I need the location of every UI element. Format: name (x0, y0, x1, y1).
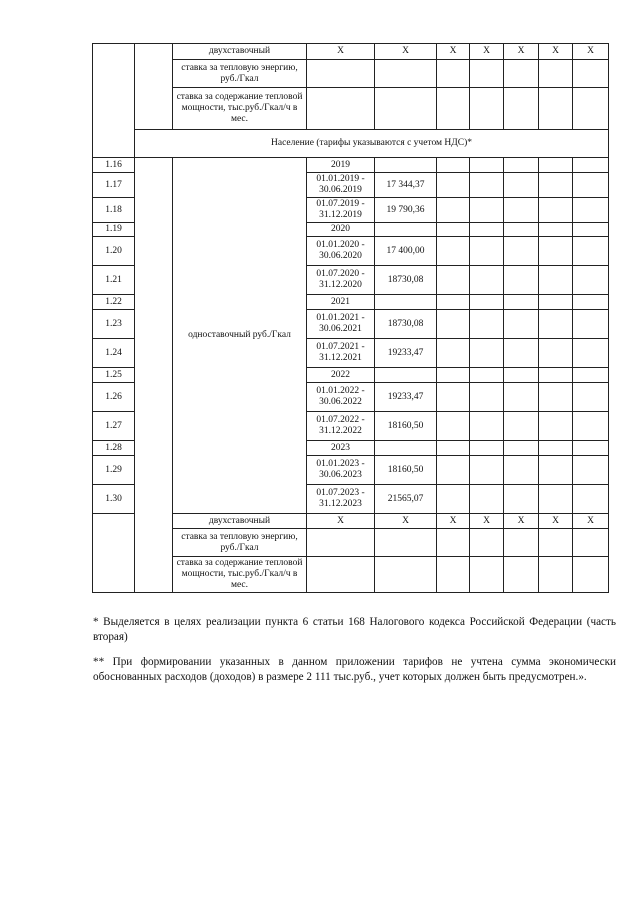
empty-cell (437, 198, 470, 223)
empty-cell (437, 485, 470, 514)
x-mark: Х (437, 514, 470, 529)
empty-cell (504, 266, 539, 295)
x-mark: Х (539, 514, 573, 529)
tariff-value (375, 158, 437, 173)
empty-cell (470, 557, 504, 593)
empty-cell (504, 173, 539, 198)
row-number: 1.17 (93, 173, 135, 198)
empty-cell (307, 557, 375, 593)
empty-cell (470, 529, 504, 557)
period-label: 01.07.2019 - 31.12.2019 (307, 198, 375, 223)
x-mark: Х (375, 514, 437, 529)
capacity-rate-label: ставка за содержание тепловой мощности, тыс.руб./Гкал/ч в мес. (173, 557, 307, 593)
empty-cell (437, 368, 470, 383)
empty-cell (470, 266, 504, 295)
empty-cell (470, 295, 504, 310)
empty-cell (437, 60, 470, 88)
row-number: 1.30 (93, 485, 135, 514)
empty-cell (539, 158, 573, 173)
section-row (93, 130, 609, 158)
empty-cell (470, 60, 504, 88)
empty-cell (470, 198, 504, 223)
empty-cell (307, 529, 375, 557)
empty-cell (539, 88, 573, 130)
tariff-table (92, 43, 609, 593)
tariff-row (93, 158, 609, 173)
empty-cell (504, 60, 539, 88)
empty-cell (504, 295, 539, 310)
period-label: 01.01.2022 - 30.06.2022 (307, 383, 375, 412)
tariff-value: 19233,47 (375, 339, 437, 368)
group-label-cell (135, 44, 173, 130)
empty-cell (307, 60, 375, 88)
empty-cell (470, 383, 504, 412)
row-number: 1.16 (93, 158, 135, 173)
period-label: 01.07.2020 - 31.12.2020 (307, 266, 375, 295)
empty-cell (470, 88, 504, 130)
empty-cell (573, 158, 609, 173)
x-mark: Х (573, 514, 609, 529)
one-rate-label: одноставочный руб./Гкал (173, 158, 307, 514)
empty-cell (539, 237, 573, 266)
empty-cell (437, 456, 470, 485)
x-mark: Х (437, 44, 470, 60)
row-number: 1.26 (93, 383, 135, 412)
empty-cell (504, 310, 539, 339)
empty-cell (504, 383, 539, 412)
x-mark: Х (470, 44, 504, 60)
empty-cell (573, 173, 609, 198)
empty-cell (573, 485, 609, 514)
empty-cell (437, 339, 470, 368)
empty-cell (504, 339, 539, 368)
empty-cell (504, 88, 539, 130)
population-cell (135, 158, 173, 593)
empty-cell (573, 383, 609, 412)
empty-cell (539, 456, 573, 485)
energy-rate-label: ставка за тепловую энергию, руб./Гкал (173, 529, 307, 557)
period-label: 01.07.2021 - 31.12.2021 (307, 339, 375, 368)
empty-cell (504, 368, 539, 383)
empty-cell (470, 339, 504, 368)
period-label: 01.01.2020 - 30.06.2020 (307, 237, 375, 266)
empty-cell (307, 88, 375, 130)
empty-cell (504, 456, 539, 485)
row-number: 1.20 (93, 237, 135, 266)
x-mark: Х (307, 514, 375, 529)
row-number: 1.28 (93, 441, 135, 456)
footnote-vat: * Выделяется в целях реализации пункта 6 статьи 168 Налогового кодекса Российской Федерации (часть вторая) (93, 616, 616, 643)
empty-cell (504, 485, 539, 514)
empty-cell (539, 339, 573, 368)
empty-cell (375, 557, 437, 593)
empty-cell (573, 266, 609, 295)
empty-cell (504, 529, 539, 557)
empty-cell (437, 237, 470, 266)
tariff-value: 19 790,36 (375, 198, 437, 223)
year-label: 2021 (307, 295, 375, 310)
empty-cell (470, 368, 504, 383)
empty-cell (470, 441, 504, 456)
tariff-value (375, 223, 437, 237)
footnote-expenses: ** При формировании указанных в данном приложении тарифов не учтена сумма экономически обоснованных расходов (доходов) в размере 2 111 тыс.руб., учет которых должен быть предусмотрен.». (93, 656, 616, 683)
empty-cell (573, 88, 609, 130)
year-label: 2019 (307, 158, 375, 173)
energy-rate-label: ставка за тепловую энергию, руб./Гкал (173, 60, 307, 88)
empty-cell (437, 266, 470, 295)
year-label: 2022 (307, 368, 375, 383)
empty-cell (573, 441, 609, 456)
tariff-value: 18730,08 (375, 310, 437, 339)
empty-cell (573, 237, 609, 266)
capacity-rate-label: ставка за содержание тепловой мощности, тыс.руб./Гкал/ч в мес. (173, 88, 307, 130)
x-mark: Х (573, 44, 609, 60)
tariff-value: 17 400,00 (375, 237, 437, 266)
empty-cell (437, 557, 470, 593)
group-num-cell (93, 514, 135, 593)
row-number: 1.29 (93, 456, 135, 485)
empty-cell (539, 383, 573, 412)
period-label: 01.07.2022 - 31.12.2022 (307, 412, 375, 441)
empty-cell (539, 557, 573, 593)
year-label: 2020 (307, 223, 375, 237)
empty-cell (437, 295, 470, 310)
empty-cell (504, 158, 539, 173)
row-number: 1.24 (93, 339, 135, 368)
empty-cell (504, 441, 539, 456)
empty-cell (470, 223, 504, 237)
period-label: 01.01.2019 - 30.06.2019 (307, 173, 375, 198)
empty-cell (437, 158, 470, 173)
empty-cell (437, 529, 470, 557)
row-number: 1.19 (93, 223, 135, 237)
empty-cell (470, 237, 504, 266)
empty-cell (573, 295, 609, 310)
row-number: 1.23 (93, 310, 135, 339)
row-number: 1.22 (93, 295, 135, 310)
tariff-value (375, 368, 437, 383)
empty-cell (470, 485, 504, 514)
empty-cell (573, 198, 609, 223)
empty-cell (573, 557, 609, 593)
empty-cell (539, 441, 573, 456)
x-mark: Х (470, 514, 504, 529)
empty-cell (539, 60, 573, 88)
empty-cell (470, 173, 504, 198)
empty-cell (437, 310, 470, 339)
tariff-value: 19233,47 (375, 383, 437, 412)
empty-cell (539, 368, 573, 383)
tariff-value: 18160,50 (375, 412, 437, 441)
empty-cell (470, 456, 504, 485)
x-mark: Х (504, 44, 539, 60)
two-rate-label: двухставочный (173, 514, 307, 529)
empty-cell (470, 310, 504, 339)
empty-cell (539, 295, 573, 310)
row-number: 1.18 (93, 198, 135, 223)
empty-cell (470, 412, 504, 441)
empty-cell (573, 368, 609, 383)
row-number: 1.27 (93, 412, 135, 441)
empty-cell (437, 223, 470, 237)
empty-cell (504, 223, 539, 237)
empty-cell (504, 412, 539, 441)
empty-cell (573, 60, 609, 88)
empty-cell (437, 441, 470, 456)
row-number: 1.21 (93, 266, 135, 295)
period-label: 01.01.2023 - 30.06.2023 (307, 456, 375, 485)
x-mark: Х (539, 44, 573, 60)
empty-cell (573, 339, 609, 368)
tariff-value: 18730,08 (375, 266, 437, 295)
empty-cell (539, 310, 573, 339)
empty-cell (504, 237, 539, 266)
x-mark: Х (375, 44, 437, 60)
empty-cell (504, 557, 539, 593)
x-mark: Х (307, 44, 375, 60)
empty-cell (504, 198, 539, 223)
empty-cell (573, 529, 609, 557)
empty-cell (375, 529, 437, 557)
empty-cell (470, 158, 504, 173)
empty-cell (539, 266, 573, 295)
section-title: Население (тарифы указываются с учетом НДС)* (135, 130, 609, 158)
tariff-value (375, 441, 437, 456)
empty-cell (539, 485, 573, 514)
row-number: 1.25 (93, 368, 135, 383)
empty-cell (375, 88, 437, 130)
period-label: 01.07.2023 - 31.12.2023 (307, 485, 375, 514)
empty-cell (437, 88, 470, 130)
empty-cell (437, 412, 470, 441)
empty-cell (573, 412, 609, 441)
group-num-cell (93, 44, 135, 158)
empty-cell (539, 173, 573, 198)
tariff-value (375, 295, 437, 310)
empty-cell (437, 383, 470, 412)
two-rate-row (93, 44, 609, 60)
period-label: 01.01.2021 - 30.06.2021 (307, 310, 375, 339)
tariff-value: 17 344,37 (375, 173, 437, 198)
empty-cell (437, 173, 470, 198)
tariff-value: 18160,50 (375, 456, 437, 485)
year-label: 2023 (307, 441, 375, 456)
empty-cell (573, 310, 609, 339)
empty-cell (573, 456, 609, 485)
empty-cell (539, 412, 573, 441)
tariff-value: 21565,07 (375, 485, 437, 514)
empty-cell (539, 198, 573, 223)
empty-cell (539, 223, 573, 237)
empty-cell (375, 60, 437, 88)
x-mark: Х (504, 514, 539, 529)
empty-cell (573, 223, 609, 237)
two-rate-label: двухставочный (173, 44, 307, 60)
empty-cell (539, 529, 573, 557)
